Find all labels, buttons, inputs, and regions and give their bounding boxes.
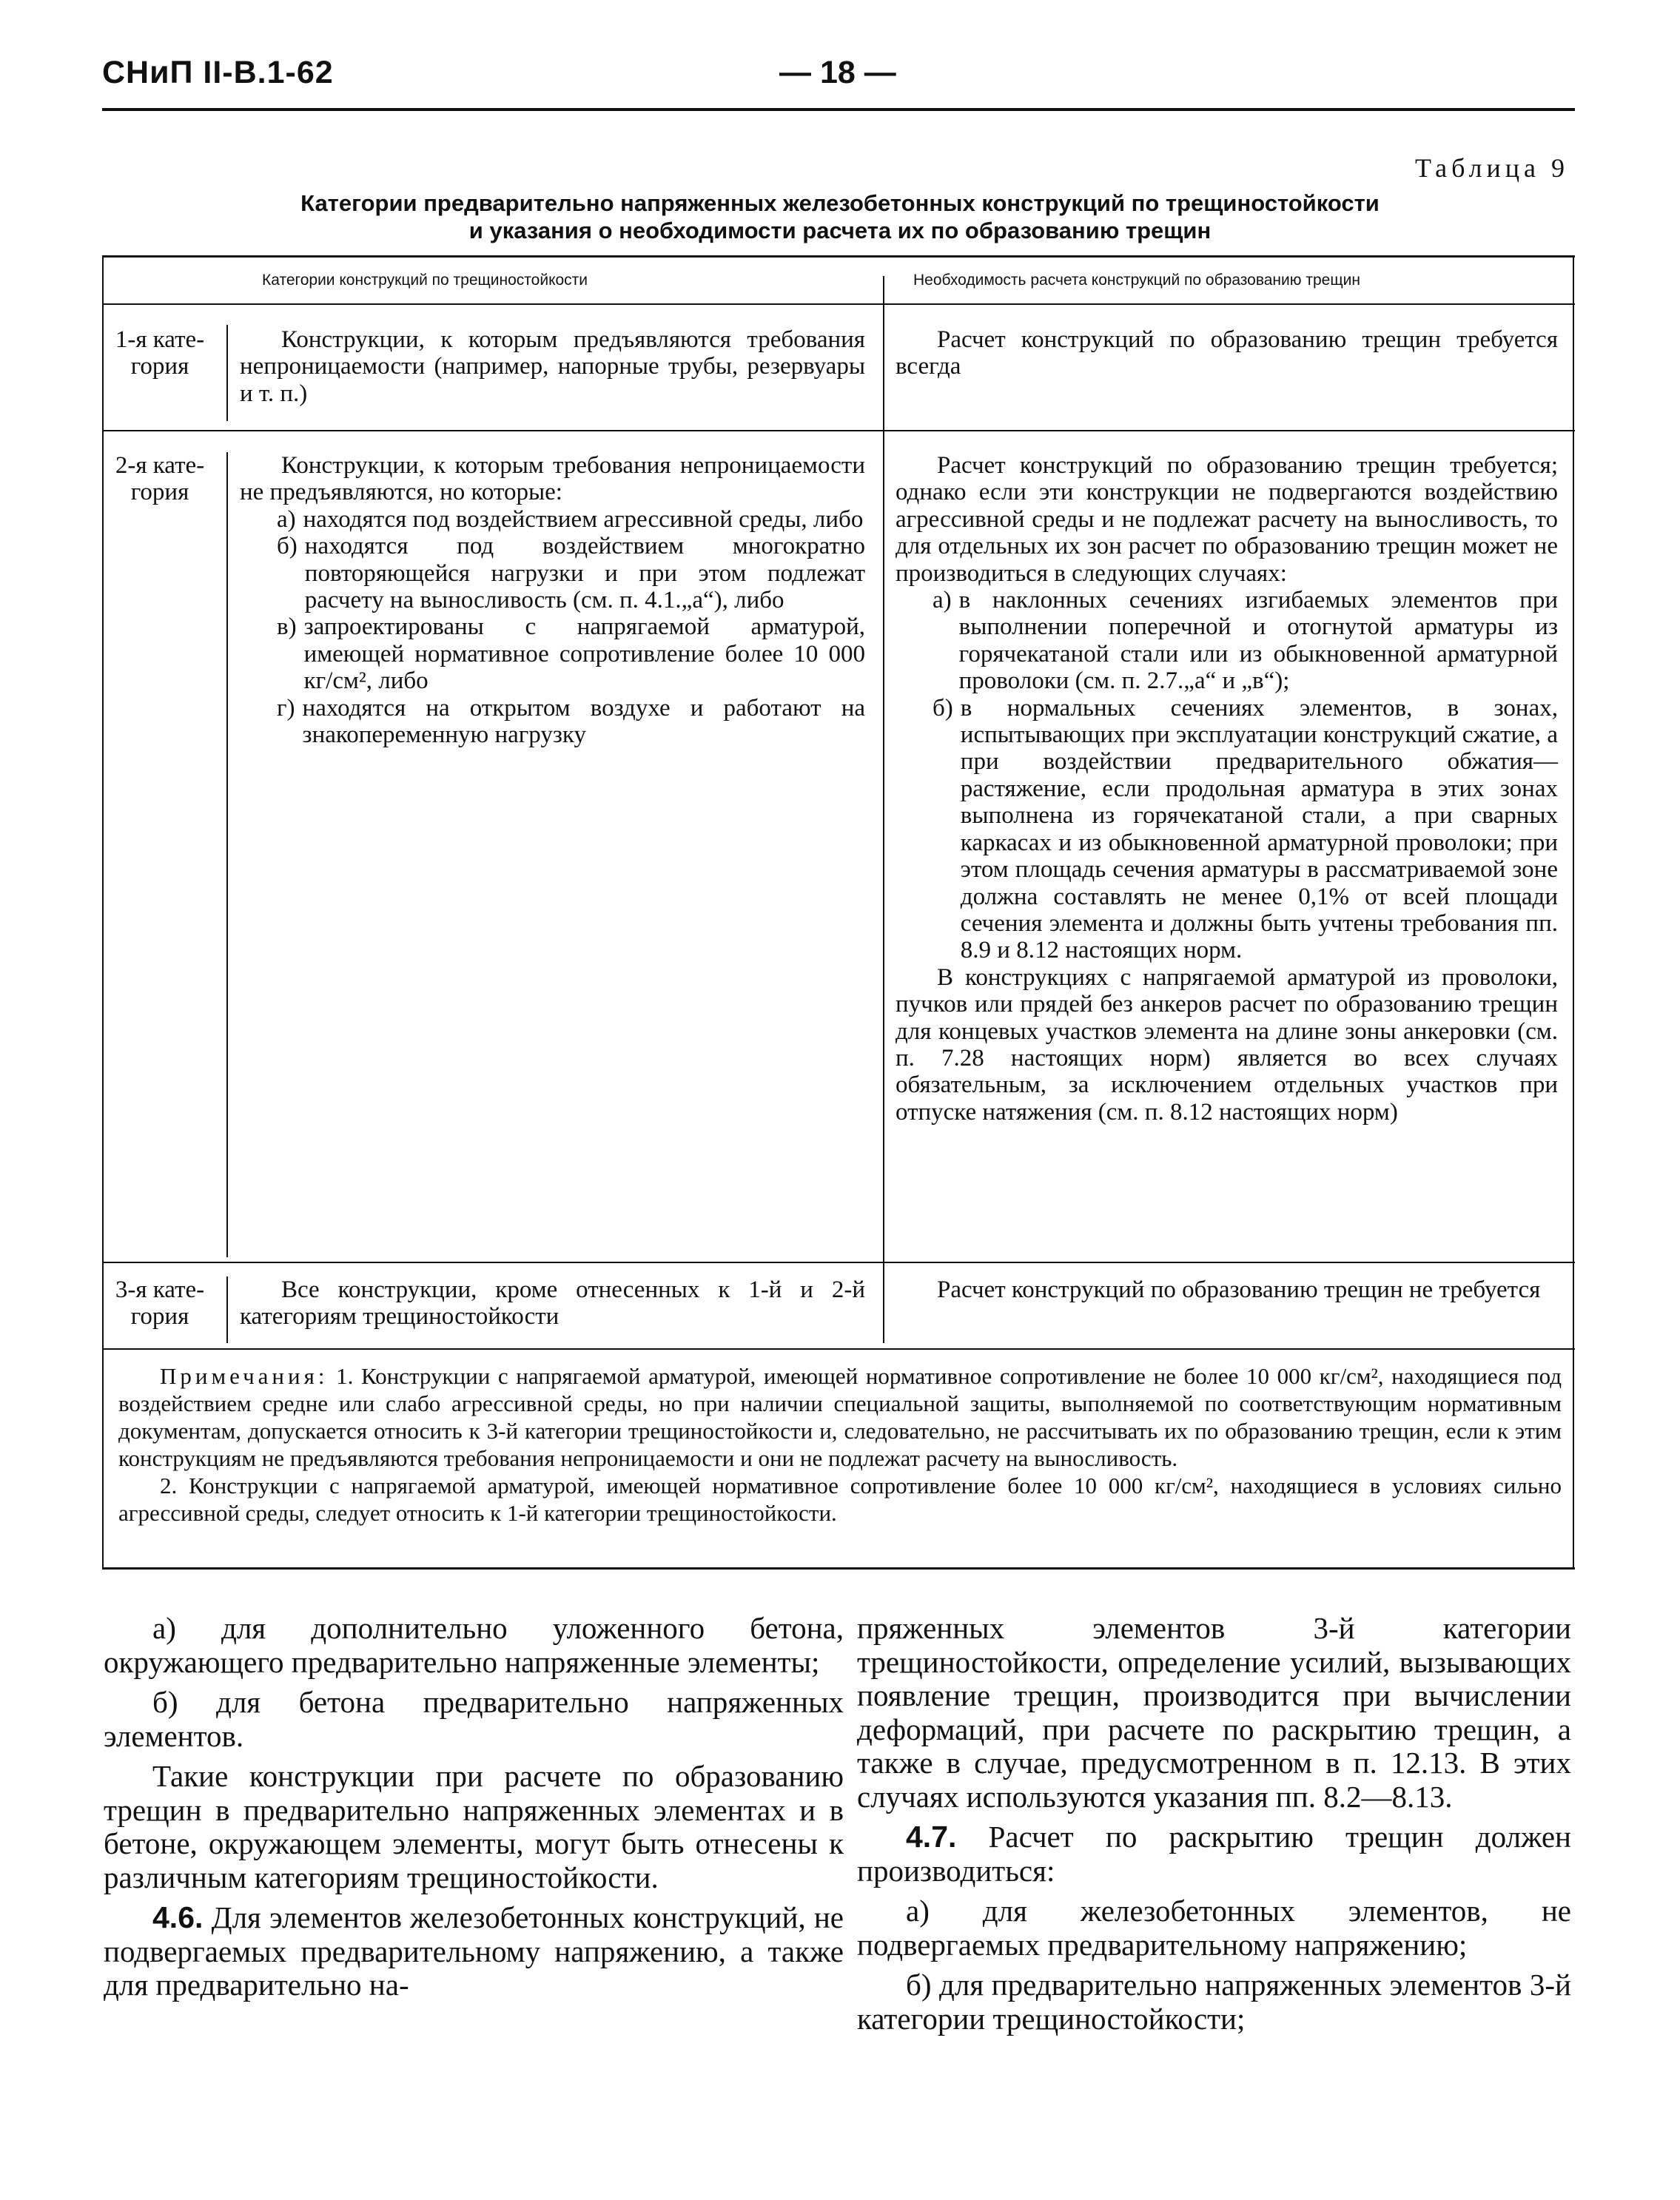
paragraph: б) для предварительно напряженных элементов 3-й категории трещиностойкости; [857,1968,1571,2036]
notes-divider [102,1348,1575,1350]
list-item [933,695,1558,964]
column-header-categories: Категории конструкций по трещиностойкости [262,272,588,289]
row-2-right-tail: В конструкциях с напрягаемой арматурой из проволоки, пучков или прядей без анкеров расчет по образованию трещин для концевых участков элемента на длине зоны анкеровки (см. п. 7.28 настоящих норм) является во всех случаях обязательным, за исключением отдельных участков при отпуске натяжения (см. п. 8.12 настоящих норм) [896,963,1558,1126]
row-divider [102,1262,1575,1263]
table-caption-line-2: и указания о необходимости расчета их по образованию трещин [468,218,1212,243]
paragraph: Такие конструкции при расчете по образованию трещин в предварительно напряженных элементах и в бетоне, окружающем элементы, могут быть отнесены к различным категориям трещиностойкости. [104,1759,844,1894]
list-marker: г) [277,694,295,721]
row-3-right-text: Расчет конструкций по образованию трещин не требуется [937,1276,1541,1303]
row-2-left-intro: Конструкции, к которым требования непроницаемости не предъявляются, но которые: [240,452,865,506]
category-divider [226,325,228,421]
row-3-left-span: Все конструкции, кроме отнесенных к 1-й и 2-й категориям трещиностойкости [240,1276,865,1331]
table-caption-line-1: Категории предварительно напряженных железобетонных конструкций по трещиностойкости [300,190,1380,216]
note-1 [118,1362,1562,1472]
table-right-border [1573,255,1574,1569]
body-left-column [104,1612,844,2009]
list-text: находятся под воздействием агрессивной среды, либо [303,505,864,533]
row-2-left-list [240,506,865,749]
list-item [277,533,865,613]
body-right-column [857,1612,1571,2042]
header-rule [102,108,1575,111]
table-notes [118,1362,1562,1527]
table-header-rule [102,303,1575,305]
paragraph-4-7 [857,1820,1571,1888]
table-label: Таблица 9 [1415,153,1569,183]
row-3-category: 3-я кате-гория [115,1276,205,1331]
row-2-category: 2-я кате-гория [115,452,205,506]
page-number: — 18 — [779,55,896,90]
row-2-right-cell [896,452,1558,1126]
list-item [277,506,865,533]
row-divider [102,430,1575,431]
category-divider [226,452,228,1257]
paragraph: б) для бетона предварительно напряженных элементов. [104,1685,844,1753]
paragraph: а) для дополнительно уложенного бетона, окружающего предварительно напряженные элементы; [104,1611,844,1679]
note-2: 2. Конструкции с напрягаемой арматурой, имеющей нормативное сопротивление более 10 000 кг/см², находящиеся в условиях сильно агрессивной среды, следует относить к 1-й категории трещиностойкости. [118,1473,1562,1526]
row-2-right-list [896,587,1558,964]
paragraph: а) для железобетонных элементов, не подвергаемых предварительному напряжению; [857,1894,1571,1962]
document-code: СНиП II-В.1-62 [102,55,334,90]
section-number-4-7: 4.7. [906,1820,957,1854]
list-marker: а) [277,505,296,533]
list-item [277,613,865,694]
table-top-rule [102,255,1575,258]
column-divider [883,276,884,1343]
paragraph-4-6 [104,1901,844,2002]
row-1-right-text: Расчет конструкций по образованию трещин требуется всегда [896,326,1558,380]
list-text: запроектированы с напрягаемой арматурой, имеющей нормативное сопротивление более 10 000 кг/см², либо [303,613,865,695]
row-2-left-cell [240,452,865,748]
row-3-left-text [240,1276,865,1331]
table-bottom-rule [102,1567,1575,1570]
list-text: в наклонных сечениях изгибаемых элементов при выполнении поперечной и отогнутой арматуры из горячекатаной стали или из обыкновенной арматурной проволоки (см. п. 2.7.„а“ и „в“); [958,587,1558,695]
list-item [277,695,865,749]
section-text-4-7: Расчет по раскрытию трещин должен производиться: [857,1820,1571,1888]
paragraph: пряженных элементов 3-й категории трещиностойкости, определение усилий, вызывающих появление трещин, производится при вычислении деформаций, при расчете по раскрытию трещин, а также в случае, предусмотренном в п. 12.13. В этих случаях используются указания пп. 8.2—8.13. [857,1611,1571,1814]
list-marker: б) [277,533,298,560]
column-header-calculation: Необходимость расчета конструкций по образованию трещин [913,272,1360,289]
list-text: в нормальных сечениях элементов, в зонах, испытывающих при эксплуатации конструкций сжатие, а при воздействии предварительного обжатия—растяжение, если продольная арматура в этих зонах выполнена из горячекатаной стали, а при сварных каркасах и из обыкновенной арматурной проволоки; при этом площадь сечения арматуры в рассматриваемой зоне должна составлять не менее 0,1% от всей площади сечения элемента и должны быть учтены требования пп. 8.9 и 8.12 настоящих норм. [960,694,1558,964]
notes-label: Примечания: [160,1363,329,1389]
row-1-left-text: Конструкции, к которым предъявляются требования непроницаемости (например, напорные трубы, резервуары и т. п.) [240,326,865,407]
list-text: находятся на открытом воздухе и работают на знакопеременную нагрузку [302,694,865,749]
table-9 [102,255,1575,1569]
running-header [102,55,1575,107]
list-marker: б) [933,694,953,721]
section-number-4-6: 4.6. [152,1900,204,1934]
list-item [933,587,1558,695]
category-divider [226,1276,228,1343]
list-marker: а) [933,587,952,614]
table-left-border [102,255,104,1569]
section-text-4-6: Для элементов железобетонных конструкций, не подвергаемых предварительному напряжению, а также для предварительно на- [104,1900,844,2002]
list-marker: в) [277,613,297,641]
note-1-text: 1. Конструкции с напрягаемой арматурой, имеющей нормативное сопротивление не более 10 000 кг/см², находящиеся под воздействием средне или слабо агрессивной среды, но при наличии специальной защиты, выполняемой по соответствующим нормативным документам, допускается относить к 3-й категории трещиностойкости и, следовательно, не рассчитывать их по образованию трещин, если к этим конструкциям не предъявляются требования непроницаемости и они не подлежат расчету на выносливость. [118,1363,1562,1471]
row-2-right-intro: Расчет конструкций по образованию трещин требуется; однако если эти конструкции не подвергаются воздействию агрессивной среды и не подлежат расчету на выносливость, то для отдельных их зон расчет по образованию трещин может не производиться в следующих случаях: [896,452,1558,587]
table-caption [111,189,1569,244]
row-1-category: 1-я кате-гория [115,326,205,380]
list-text: находятся под воздействием многократно повторяющейся нагрузки и при этом подлежат расчету на выносливость (см. п. 4.1.„а“), либо [304,533,865,614]
